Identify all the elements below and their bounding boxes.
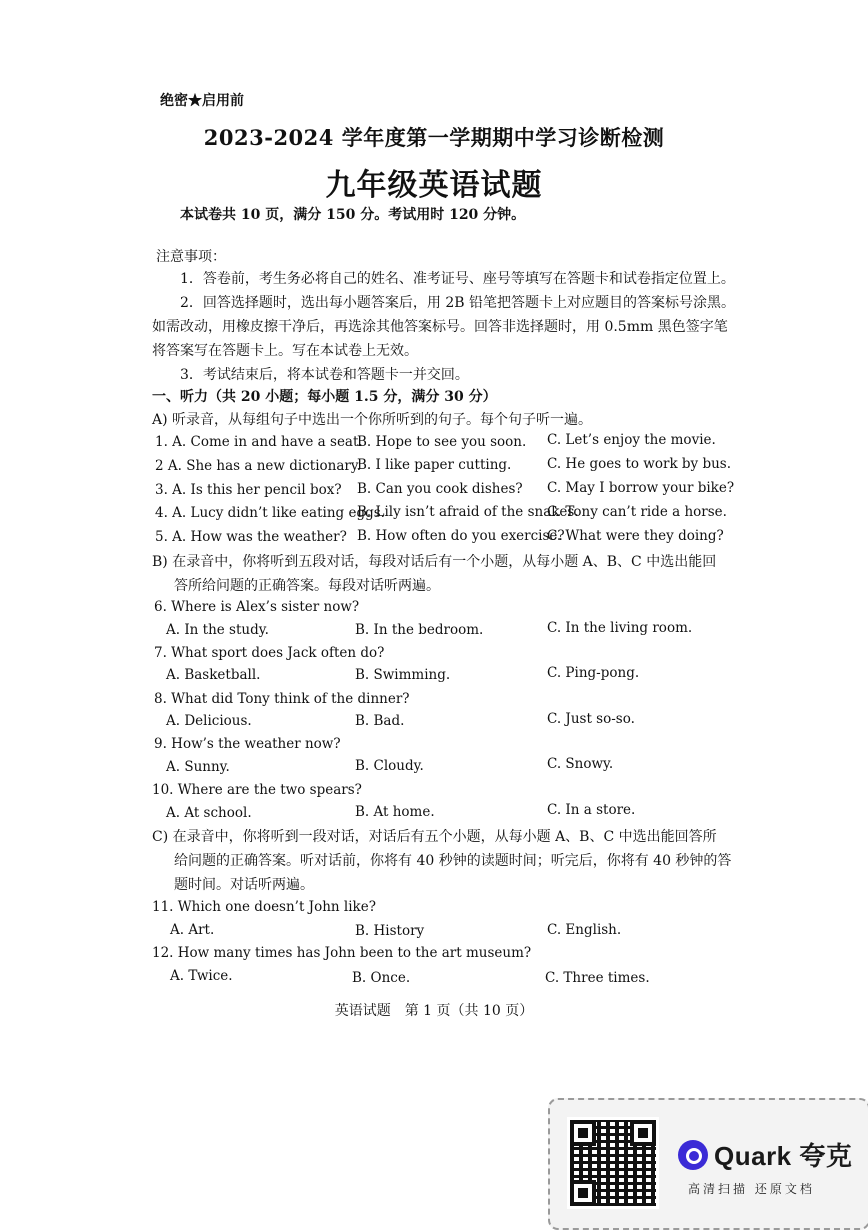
q3-option-b: B. Can you cook dishes? [357, 481, 523, 497]
q1-option-a: 1. A. Come in and have a seat. [155, 434, 363, 450]
q12-question: 12. How many times has John been to the art museum? [152, 945, 532, 961]
notice-heading: 注意事项： [156, 249, 226, 265]
q7-option-c: C. Ping-pong. [547, 665, 640, 681]
q10-question: 10. Where are the two spears? [152, 782, 362, 798]
q12-option-b: B. Once. [352, 970, 411, 986]
exam-intro: 本试卷共 10 页，满分 150 分。考试用时 120 分钟。 [180, 207, 526, 223]
part-a-instruction: A) 听录音，从每组句子中选出一个你所听到的句子。每个句子听一遍。 [152, 412, 593, 428]
q9-option-a: A. Sunny. [166, 759, 230, 775]
q7-option-b: B. Swimming. [355, 667, 451, 683]
notice-item-1: 1．答卷前，考生务必将自己的姓名、准考证号、座号等填写在答题卡和试卷指定位置上。 [180, 271, 735, 287]
quark-logo [678, 1136, 852, 1173]
q11-option-a: A. Art. [170, 922, 215, 938]
q8-question: 8. What did Tony think of the dinner? [154, 691, 410, 707]
q9-question: 9. How’s the weather now? [154, 736, 341, 752]
q1-option-b: B. Hope to see you soon. [357, 434, 527, 450]
quark-logo-icon [678, 1140, 708, 1170]
exam-title: 2023-2024 学年度第一学期期中学习诊断检测 [203, 125, 665, 150]
q6-option-a: A. In the study. [166, 622, 269, 638]
q10-option-c: C. In a store. [547, 802, 636, 818]
q3-option-a: 3. A. Is this her pencil box? [155, 482, 342, 498]
notice-item-2-cont: 如需改动，用橡皮擦干净后，再选涂其他答案标号。回答非选择题时，用 0.5mm 黑色签字笔 [152, 319, 728, 335]
q5-option-a: 5. A. How was the weather? [155, 529, 347, 545]
notice-item-3: 3．考试结束后，将本试卷和答题卡一并交回。 [180, 367, 469, 383]
q4-option-c: C. Tony can’t ride a horse. [547, 504, 727, 520]
quark-brand-name: Quark 夸克 [714, 1141, 853, 1171]
confidential-label: 绝密★启用前 [160, 93, 244, 109]
quark-tagline: 高清扫描 还原文档 [688, 1182, 815, 1196]
q2-option-a: 2 A. She has a new dictionary. [155, 458, 361, 474]
q4-option-a: 4. A. Lucy didn’t like eating eggs. [155, 505, 385, 521]
q4-option-b: B. Lily isn’t afraid of the snakes. [357, 504, 579, 520]
part-b-instruction: B) 在录音中，你将听到五段对话，每段对话后有一个小题，从每小题 A、B、C 中选出能回 [152, 554, 717, 570]
q11-option-b: B. History [355, 923, 425, 939]
q7-question: 7. What sport does Jack often do? [154, 645, 385, 661]
quark-scan-badge [548, 1098, 868, 1230]
q2-option-b: B. I like paper cutting. [357, 457, 512, 473]
q11-option-c: C. English. [547, 922, 622, 938]
section-heading: 一、听力（共 20 小题；每小题 1.5 分，满分 30 分） [152, 389, 497, 405]
q8-option-a: A. Delicious. [166, 713, 252, 729]
page-footer: 英语试题 第 1 页（共 10 页） [334, 1003, 534, 1019]
q6-question: 6. Where is Alex’s sister now? [154, 599, 360, 615]
exam-subject-title: 九年级英语试题 [325, 168, 543, 203]
q12-option-c: C. Three times. [545, 970, 650, 986]
part-c-instruction-end: 题时间。对话听两遍。 [174, 877, 314, 893]
q11-question: 11. Which one doesn’t John like? [152, 899, 376, 915]
q6-option-c: C. In the living room. [547, 620, 693, 636]
q9-option-b: B. Cloudy. [355, 758, 424, 774]
q1-option-c: C. Let’s enjoy the movie. [547, 432, 716, 448]
q6-option-b: B. In the bedroom. [355, 622, 484, 638]
q7-option-a: A. Basketball. [166, 667, 261, 683]
q8-option-b: B. Bad. [355, 713, 405, 729]
notice-item-2-end: 将答案写在答题卡上。写在本试卷上无效。 [152, 343, 418, 359]
q10-option-a: A. At school. [166, 805, 252, 821]
q8-option-c: C. Just so-so. [547, 711, 635, 727]
part-c-instruction: C) 在录音中，你将听到一段对话，对话后有五个小题，从每小题 A、B、C 中选出能回答所 [152, 829, 717, 845]
q5-option-b: B. How often do you exercise? [357, 528, 565, 544]
q3-option-c: C. May I borrow your bike? [547, 480, 735, 496]
q9-option-c: C. Snowy. [547, 756, 614, 772]
part-b-instruction-cont: 答所给问题的正确答案。每段对话听两遍。 [174, 578, 440, 594]
q5-option-c: C. What were they doing? [547, 528, 724, 544]
notice-item-2: 2．回答选择题时，选出每小题答案后，用 2B 铅笔把答题卡上对应题目的答案标号涂黑。 [180, 295, 736, 311]
q10-option-b: B. At home. [355, 804, 435, 820]
q12-option-a: A. Twice. [170, 968, 233, 984]
qr-code-icon [570, 1120, 656, 1206]
part-c-instruction-cont: 给问题的正确答案。听对话前，你将有 40 秒钟的读题时间；听完后，你将有 40 秒钟的答 [174, 853, 732, 869]
q2-option-c: C. He goes to work by bus. [547, 456, 732, 472]
